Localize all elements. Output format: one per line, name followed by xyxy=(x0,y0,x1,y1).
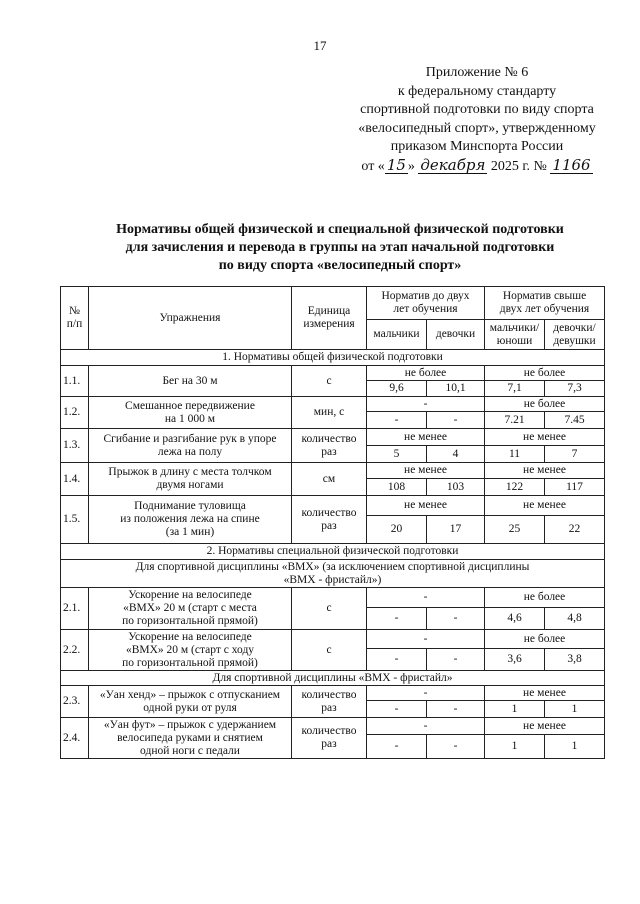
value-girls-maidens: 22 xyxy=(545,516,605,544)
unit: с xyxy=(292,588,367,630)
norm-type: не менее xyxy=(367,496,485,516)
header-group-over-two-years: Норматив свыше двух лет обучения xyxy=(485,287,605,320)
date-prefix: от « xyxy=(361,158,385,174)
header-row xyxy=(61,287,605,320)
date-month-handwritten: декабря xyxy=(420,155,486,174)
appendix-date-line xyxy=(342,157,612,177)
section-title: 1. Нормативы общей физической подготовки xyxy=(61,350,605,366)
value-girls-maidens: 7,3 xyxy=(545,381,605,397)
title-line: Нормативы общей физической и специальной физической подготовки xyxy=(116,222,564,237)
row-number: 1.5. xyxy=(61,496,89,544)
norm-type: не более xyxy=(367,366,485,381)
section-row xyxy=(61,350,605,366)
unit: количество раз xyxy=(292,686,367,718)
value-boys-youth: 1 xyxy=(485,735,545,759)
table-row xyxy=(61,630,605,649)
exercise-name: «Уан хенд» – прыжок с отпусканием одной руки от руля xyxy=(89,686,292,718)
value-boys-youth: 4,6 xyxy=(485,608,545,630)
exercise-name: «Уан фут» – прыжок с удержанием велосипеда руками и снятием одной ноги с педали xyxy=(89,718,292,759)
value-girls-maidens: 7 xyxy=(545,446,605,463)
unit: мин, с xyxy=(292,397,367,429)
value-girls-maidens: 3,8 xyxy=(545,649,605,671)
subsection-row xyxy=(61,671,605,686)
value-girls-maidens: 4,8 xyxy=(545,608,605,630)
title-line: для зачисления и перевода в группы на этап начальной подготовки xyxy=(125,240,555,255)
value-girls: - xyxy=(427,701,485,718)
value-boys: - xyxy=(367,412,427,429)
value-girls-maidens: 1 xyxy=(545,701,605,718)
value-boys-youth: 25 xyxy=(485,516,545,544)
subsection-title: Для спортивной дисциплины «ВМХ» (за исключением спортивной дисциплины «ВМХ - фристайл») xyxy=(61,560,605,588)
value-boys: 20 xyxy=(367,516,427,544)
exercise-name: Сгибание и разгибание рук в упоре лежа на полу xyxy=(89,429,292,463)
value-boys-youth: 1 xyxy=(485,701,545,718)
row-number: 1.3. xyxy=(61,429,89,463)
norm-type: не менее xyxy=(485,463,605,479)
norm-type: не более xyxy=(485,366,605,381)
exercise-name: Поднимание туловища из положения лежа на спине (за 1 мин) xyxy=(89,496,292,544)
norm-type: - xyxy=(367,686,485,701)
norm-type: не менее xyxy=(485,686,605,701)
norm-type: не менее xyxy=(485,496,605,516)
section-row xyxy=(61,544,605,560)
appendix-line: приказом Минспорта России xyxy=(390,139,564,154)
table-row xyxy=(61,463,605,479)
value-boys: 5 xyxy=(367,446,427,463)
unit: количество раз xyxy=(292,718,367,759)
row-number: 1.2. xyxy=(61,397,89,429)
row-number: 2.3. xyxy=(61,686,89,718)
row-number: 2.2. xyxy=(61,630,89,671)
document-title xyxy=(60,221,620,275)
appendix-line: Приложение № 6 xyxy=(425,65,529,80)
header-exercise: Упражнения xyxy=(89,287,292,350)
exercise-name: Бег на 30 м xyxy=(89,366,292,397)
exercise-name: Ускорение на велосипеде «ВМХ» 20 м (старт с места по горизонтальной прямой) xyxy=(89,588,292,630)
value-girls: 10,1 xyxy=(427,381,485,397)
header-group-under-two-years: Норматив до двух лет обучения xyxy=(367,287,485,320)
appendix-line: спортивной подготовки по виду спорта xyxy=(360,102,594,117)
appendix-line: «велосипедный спорт», утвержденному xyxy=(358,120,596,136)
value-girls-maidens: 117 xyxy=(545,479,605,496)
header-boys: мальчики xyxy=(367,320,427,350)
row-number: 1.1. xyxy=(61,366,89,397)
norm-type: не более xyxy=(485,630,605,649)
norm-type: не менее xyxy=(485,718,605,735)
exercise-name: Смешанное передвижение на 1 000 м xyxy=(89,397,292,429)
subsection-row xyxy=(61,560,605,588)
exercise-name: Прыжок в длину с места толчком двумя ногами xyxy=(89,463,292,496)
unit: с xyxy=(292,630,367,671)
appendix-line: к федеральному стандарту xyxy=(397,83,557,99)
subsection-title: Для спортивной дисциплины «ВМХ - фристайл» xyxy=(61,671,605,686)
title-line: по виду спорта «велосипедный спорт» xyxy=(218,258,462,273)
table-row xyxy=(61,686,605,701)
table-row xyxy=(61,588,605,608)
header-unit: Единица измерения xyxy=(292,287,367,350)
value-boys: 9,6 xyxy=(367,381,427,397)
table-row xyxy=(61,429,605,446)
value-girls: 17 xyxy=(427,516,485,544)
table-row xyxy=(61,718,605,735)
value-girls: 103 xyxy=(427,479,485,496)
section-title: 2. Нормативы специальной физической подготовки xyxy=(61,544,605,560)
unit: с xyxy=(292,366,367,397)
norm-type: не менее xyxy=(367,463,485,479)
value-girls: - xyxy=(427,608,485,630)
value-boys-youth: 3,6 xyxy=(485,649,545,671)
value-girls: - xyxy=(427,735,485,759)
value-girls-maidens: 7.45 xyxy=(545,412,605,429)
value-boys-youth: 11 xyxy=(485,446,545,463)
norm-type: - xyxy=(367,630,485,649)
norm-type: не менее xyxy=(367,429,485,446)
value-girls: - xyxy=(427,649,485,671)
value-boys-youth: 7.21 xyxy=(485,412,545,429)
date-day-handwritten: 15 xyxy=(386,155,406,174)
value-boys: 108 xyxy=(367,479,427,496)
norm-type: - xyxy=(367,588,485,608)
date-year: 2025 г. № xyxy=(490,158,547,174)
date-mid: » xyxy=(407,158,415,174)
order-number-handwritten: 1166 xyxy=(552,155,591,174)
norm-type: не менее xyxy=(485,429,605,446)
header-num: № п/п xyxy=(61,287,89,350)
value-girls: 4 xyxy=(427,446,485,463)
exercise-name: Ускорение на велосипеде «ВМХ» 20 м (старт с ходу по горизонтальной прямой) xyxy=(89,630,292,671)
norm-type: не более xyxy=(485,588,605,608)
value-boys: - xyxy=(367,701,427,718)
norm-type: не более xyxy=(485,397,605,412)
row-number: 2.4. xyxy=(61,718,89,759)
value-boys: - xyxy=(367,608,427,630)
norm-type: - xyxy=(367,397,485,412)
unit: см xyxy=(292,463,367,496)
table-row xyxy=(61,397,605,412)
appendix-header xyxy=(342,64,612,176)
header-girls-maidens: девочки/ девушки xyxy=(545,320,605,350)
unit: количество раз xyxy=(292,496,367,544)
value-boys: - xyxy=(367,735,427,759)
value-boys-youth: 122 xyxy=(485,479,545,496)
value-boys-youth: 7,1 xyxy=(485,381,545,397)
unit: количество раз xyxy=(292,429,367,463)
table-row xyxy=(61,366,605,381)
header-boys-youth: мальчики/ юноши xyxy=(485,320,545,350)
value-girls-maidens: 1 xyxy=(545,735,605,759)
row-number: 1.4. xyxy=(61,463,89,496)
norm-type: - xyxy=(367,718,485,735)
row-number: 2.1. xyxy=(61,588,89,630)
value-boys: - xyxy=(367,649,427,671)
header-girls: девочки xyxy=(427,320,485,350)
page-number: 17 xyxy=(313,38,327,53)
standards-table xyxy=(60,286,605,759)
value-girls: - xyxy=(427,412,485,429)
table-row xyxy=(61,496,605,516)
